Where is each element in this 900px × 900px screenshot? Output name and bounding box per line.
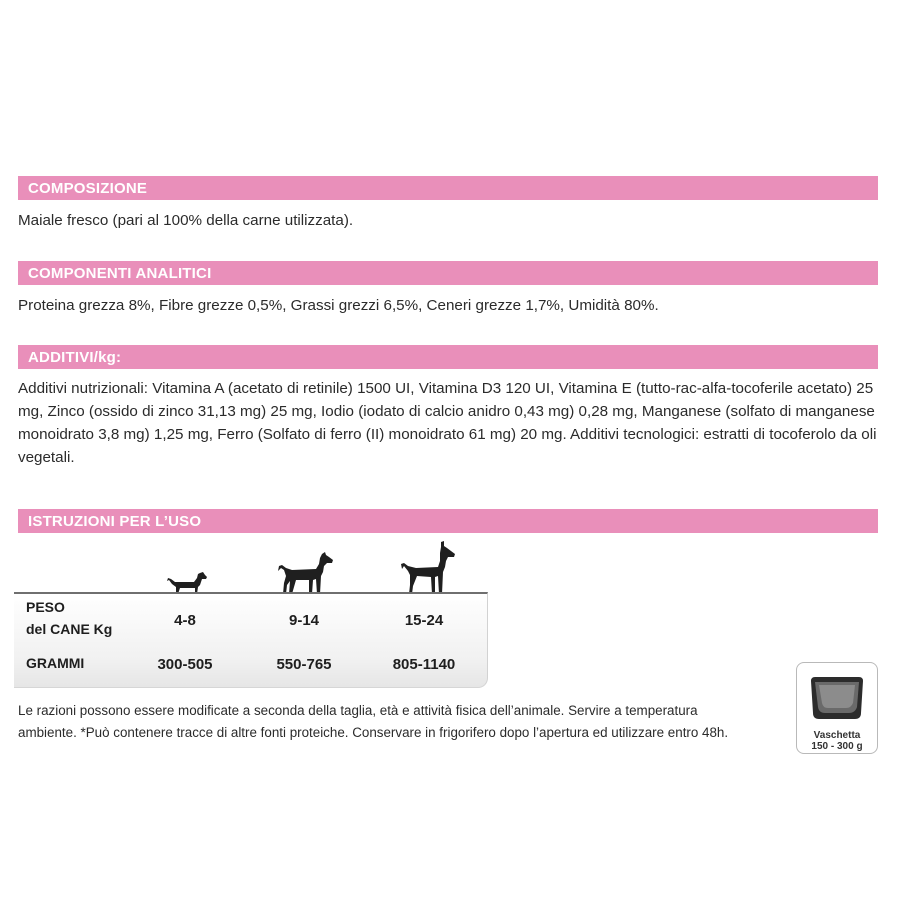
feeding-table [14,592,488,688]
weight-cell-small: 4-8 [174,612,196,629]
tray-icon [805,673,869,723]
package-label-line2: 150 - 300 g [811,741,863,752]
grams-cell-small: 300-505 [157,656,213,673]
weight-cell-large: 15-24 [404,612,444,629]
section-header-istruzioni: ISTRUZIONI PER L’USO [18,509,878,533]
componenti-analitici-text: Proteina grezza 8%, Fibre grezze 0,5%, Grassi grezzi 6,5%, Ceneri grezze 1,7%, Umidità 80%. [18,297,659,314]
weight-row-label-line2: del CANE Kg [26,621,113,637]
section-header-composizione: COMPOSIZIONE [18,176,878,200]
grams-cell-medium: 550-765 [276,656,332,673]
additivi-text: Additivi nutrizionali: Vitamina A (acetato di retinile) 1500 UI, Vitamina D3 120 UI, Vitamina E (tutto-rac-alfa-tocoferile acetato) 25 mg, Zinco (ossido di zinco 31,13 mg) 25 mg, Iodio (iodato di calcio anidro 0,43 mg) 0,28 mg, Manganese (solfato di manganese monoidrato 3,8 mg) 1,25 mg, Ferro (Solfato di ferro (II) monoidrato 61 mg) 20 mg. Additivi tecnologici: estratti di tocoferolo da oli vegetali. [18,380,877,466]
grams-row-label: GRAMMI [26,655,85,671]
serving-note-line2: ambiente. *Può contenere tracce di altre fonti proteiche. Conservare in frigorifero dopo l’apertura ed utilizzare entro 48h. [18,725,729,740]
weight-cell-medium: 9-14 [288,612,320,629]
package-label-line1: Vaschetta [813,730,861,741]
section-header-additivi: ADDITIVI/kg: [18,345,878,369]
composizione-text: Maiale fresco (pari al 100% della carne utilizzata). [18,212,354,229]
serving-note [18,700,778,744]
grams-cell-large: 805-1140 [392,656,456,673]
large-dog-icon [400,541,456,595]
medium-dog-icon [278,552,334,595]
serving-note-line1: Le razioni possono essere modificate a seconda della taglia, età e attività fisica dell’animale. Servire a temperatura [18,703,698,718]
section-header-componenti-analitici: COMPONENTI ANALITICI [18,261,878,285]
weight-row-label-line1: PESO [26,599,65,615]
